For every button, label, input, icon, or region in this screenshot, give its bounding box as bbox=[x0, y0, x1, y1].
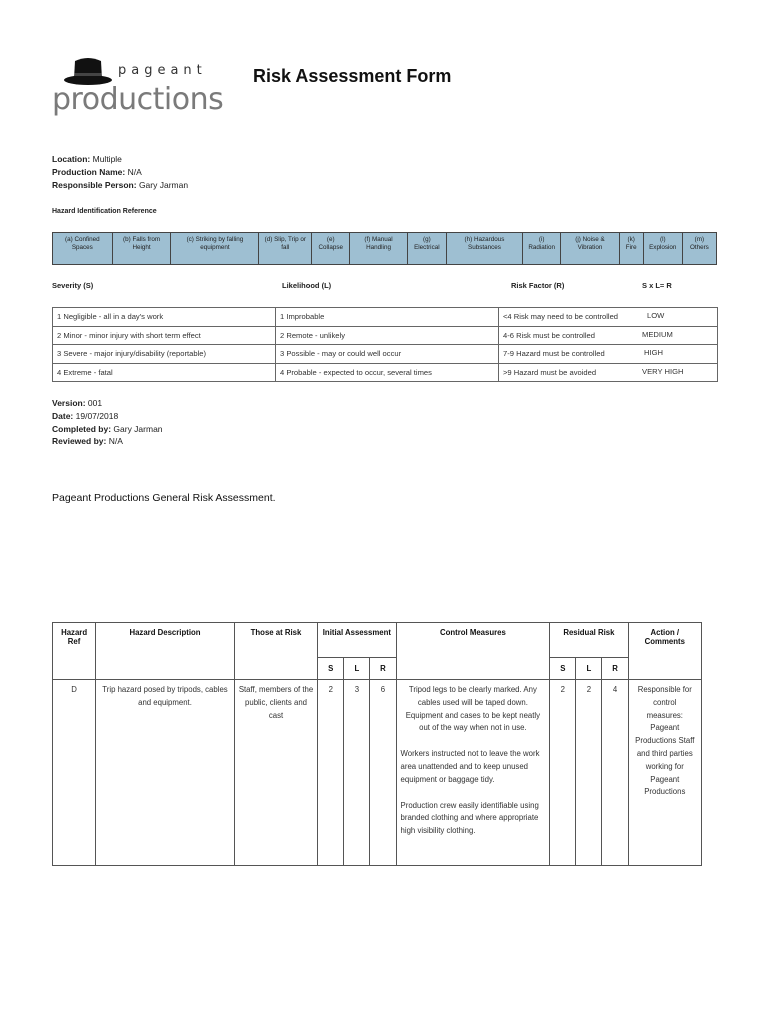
residual-s-header: S bbox=[550, 658, 576, 680]
hazard-cell: (c) Striking by falling equipment bbox=[171, 233, 259, 265]
severity-cell: 1 Negligible - all in a day's work bbox=[53, 308, 276, 327]
general-assessment-title: Pageant Productions General Risk Assessment. bbox=[52, 492, 276, 504]
residual-s-cell: 2 bbox=[550, 680, 576, 866]
risk-text: <4 Risk may need to be controlled bbox=[503, 312, 619, 322]
severity-header: Severity (S) bbox=[52, 281, 94, 290]
hazard-cell: (b) Falls from Height bbox=[112, 233, 171, 265]
location-value: Multiple bbox=[92, 154, 122, 164]
formula-header: S x L= R bbox=[642, 281, 672, 290]
likelihood-cell: 2 Remote - unlikely bbox=[276, 326, 499, 345]
hazard-description-header: Hazard Description bbox=[96, 623, 235, 680]
those-at-risk-header: Those at Risk bbox=[234, 623, 317, 680]
completed-value: Gary Jarman bbox=[113, 424, 163, 434]
risk-cell bbox=[499, 345, 718, 364]
control-measure-2: Workers instructed not to leave the work area unattended and to keep unused equipment or baggage tidy. bbox=[400, 749, 540, 784]
severity-cell: 3 Severe - major injury/disability (reportable) bbox=[53, 345, 276, 364]
hazard-cell: (e) Collapse bbox=[312, 233, 350, 265]
hazard-cell: (j) Noise & Vibration bbox=[561, 233, 619, 265]
residual-r-header: R bbox=[602, 658, 628, 680]
residual-l-cell: 2 bbox=[576, 680, 602, 866]
risk-cell bbox=[499, 363, 718, 382]
those-at-risk-cell: Staff, members of the public, clients and cast bbox=[234, 680, 317, 866]
hazard-cell: (d) Slip, Trip or fall bbox=[259, 233, 312, 265]
hazard-description-cell: Trip hazard posed by tripods, cables and equipment. bbox=[96, 680, 235, 866]
likelihood-cell: 1 Improbable bbox=[276, 308, 499, 327]
severity-cell: 2 Minor - minor injury with short term effect bbox=[53, 326, 276, 345]
hazard-category-table bbox=[52, 232, 717, 265]
control-measure-1: Tripod legs to be clearly marked. Any cables used will be taped down. Equipment and cases to be kept neatly out of the way when not in use. bbox=[405, 685, 541, 733]
residual-l-header: L bbox=[576, 658, 602, 680]
risk-cell bbox=[499, 326, 718, 345]
risk-text: 4-6 Risk must be controlled bbox=[503, 330, 596, 340]
risk-factor-header: Risk Factor (R) bbox=[511, 281, 565, 290]
risk-text: >9 Hazard must be avoided bbox=[503, 367, 597, 377]
hazard-cell: (i) Radiation bbox=[523, 233, 561, 265]
production-label: Production Name: bbox=[52, 167, 126, 177]
table-row bbox=[53, 680, 702, 866]
hazard-ref-header: Hazard Ref bbox=[53, 623, 96, 680]
version-value: 001 bbox=[87, 398, 103, 408]
hazard-ref-cell: D bbox=[53, 680, 96, 866]
responsible-line bbox=[52, 180, 188, 190]
production-line bbox=[52, 167, 142, 177]
risk-text: 7-9 Hazard must be controlled bbox=[503, 349, 605, 359]
hazard-ref-label: Hazard Identification Reference bbox=[52, 208, 157, 215]
control-measures-header: Control Measures bbox=[396, 623, 550, 680]
location-line bbox=[52, 154, 122, 164]
control-measure-3: Production crew easily identifiable using branded clothing and where appropriate high visibility clothing. bbox=[400, 800, 539, 836]
production-value: N/A bbox=[127, 167, 142, 177]
likelihood-header: Likelihood (L) bbox=[282, 281, 332, 290]
version-label: Version: bbox=[52, 398, 86, 408]
action-comments-header: Action / Comments bbox=[628, 623, 701, 680]
rating-row bbox=[53, 345, 718, 364]
risk-level: LOW bbox=[647, 311, 665, 320]
responsible-value: Gary Jarman bbox=[138, 180, 189, 190]
hazard-cell: (k) Fire bbox=[619, 233, 643, 265]
action-comments-cell: Responsible for control measures: Pageant Productions Staff and third parties working for Pageant Productions bbox=[628, 680, 701, 866]
hazard-cell: (m) Others bbox=[682, 233, 716, 265]
version-line bbox=[52, 398, 102, 408]
risk-level: VERY HIGH bbox=[642, 366, 684, 376]
risk-level: MEDIUM bbox=[642, 329, 673, 339]
initial-r-cell: 6 bbox=[370, 680, 396, 866]
hazard-cell: (a) Confined Spaces bbox=[53, 233, 113, 265]
rating-row bbox=[53, 326, 718, 345]
control-measures-cell bbox=[396, 680, 550, 866]
hazard-cell: (g) Electrical bbox=[407, 233, 446, 265]
date-value: 19/07/2018 bbox=[75, 411, 119, 421]
hazard-cell: (h) Hazardous Substances bbox=[446, 233, 522, 265]
rating-table bbox=[52, 307, 718, 382]
reviewed-value: N/A bbox=[108, 436, 123, 446]
initial-s-cell: 2 bbox=[318, 680, 344, 866]
residual-r-cell: 4 bbox=[602, 680, 628, 866]
date-line bbox=[52, 411, 118, 421]
responsible-label: Responsible Person: bbox=[52, 180, 137, 190]
reviewed-label: Reviewed by: bbox=[52, 436, 107, 446]
likelihood-cell: 4 Probable - expected to occur, several times bbox=[276, 363, 499, 382]
rating-row bbox=[53, 308, 718, 327]
risk-cell bbox=[499, 308, 718, 327]
likelihood-cell: 3 Possible - may or could well occur bbox=[276, 345, 499, 364]
risk-level: HIGH bbox=[644, 348, 663, 357]
logo-big-text: productions bbox=[52, 82, 224, 117]
initial-r-header: R bbox=[370, 658, 396, 680]
severity-cell: 4 Extreme - fatal bbox=[53, 363, 276, 382]
initial-l-cell: 3 bbox=[344, 680, 370, 866]
rating-row bbox=[53, 363, 718, 382]
reviewed-line bbox=[52, 436, 123, 446]
page-title: Risk Assessment Form bbox=[253, 66, 452, 86]
initial-l-header: L bbox=[344, 658, 370, 680]
logo-small-text: pageant bbox=[118, 63, 207, 78]
completed-line bbox=[52, 424, 163, 434]
residual-risk-header: Residual Risk bbox=[550, 623, 628, 658]
initial-assessment-header: Initial Assessment bbox=[318, 623, 396, 658]
hazard-cell: (l) Explosion bbox=[643, 233, 682, 265]
location-label: Location: bbox=[52, 154, 91, 164]
assessment-table bbox=[52, 622, 702, 866]
hazard-cell: (f) Manual Handling bbox=[350, 233, 407, 265]
initial-s-header: S bbox=[318, 658, 344, 680]
completed-label: Completed by: bbox=[52, 424, 112, 434]
date-label: Date: bbox=[52, 411, 74, 421]
